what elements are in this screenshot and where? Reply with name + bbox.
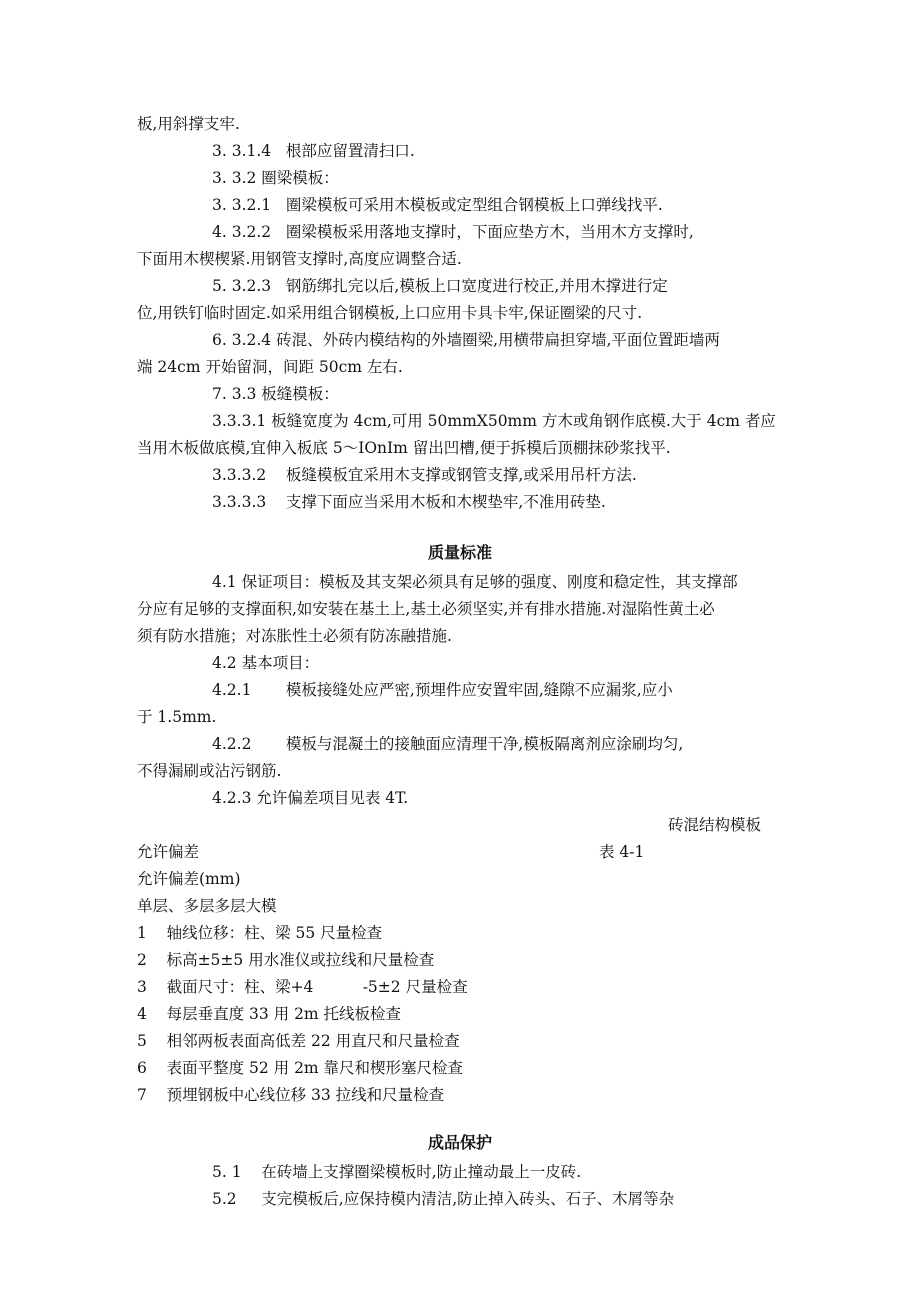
text-line: 当用木板做底模,宜伸入板底 5～IOnIm 留出凹槽,便于拆模后顶棚抹砂浆找平. bbox=[137, 439, 671, 457]
section-heading-quality: 质量标准 bbox=[427, 543, 492, 562]
text-line: 板,用斜撑支牢. bbox=[137, 115, 240, 133]
text-line: 6. 3.2.4 砖混、外砖内模结构的外墙圈梁,用横带扁担穿墙,平面位置距墙两 bbox=[212, 331, 720, 349]
text-line: 3. 3.2.1 圈梁模板可采用木模板或定型组合钢模板上口弹线找平. bbox=[212, 196, 663, 214]
text-line: 分应有足够的支撑面积,如安装在基土上,基土必须坚实,并有排水措施.对湿陷性黄土必 bbox=[137, 600, 715, 618]
table-caption-left: 允许偏差 bbox=[137, 843, 200, 861]
text-line: 不得漏刷或沾污钢筋. bbox=[137, 762, 282, 780]
text-line: 5. 1 在砖墙上支撑圈梁模板时,防止撞动最上一皮砖. bbox=[212, 1163, 582, 1181]
text-line: 3.3.3.3 支撑下面应当采用木板和木楔垫牢,不准用砖垫. bbox=[212, 493, 606, 511]
text-line: 7. 3.3 板缝模板： bbox=[212, 385, 339, 403]
table-caption-number: 表 4-1 bbox=[599, 843, 645, 861]
table-row: 7 预埋钢板中心线位移 33 拉线和尺量检查 bbox=[137, 1086, 445, 1104]
table-row: 5 相邻两板表面高低差 22 用直尺和尺量检查 bbox=[137, 1032, 460, 1050]
text-line: 须有防水措施；对冻胀性土必须有防冻融措施. bbox=[137, 627, 452, 645]
section-heading-protection: 成品保护 bbox=[427, 1133, 492, 1152]
text-line: 5. 3.2.3 钢筋绑扎完以后,模板上口宽度进行校正,并用木撑进行定 bbox=[212, 277, 668, 295]
text-line: 3.3.3.2 板缝模板宜采用木支撑或钢管支撑,或采用吊杆方法. bbox=[212, 466, 637, 484]
text-line: 下面用木楔楔紧.用钢管支撑时,高度应调整合适. bbox=[137, 250, 462, 268]
text-line: 4. 3.2.2 圈梁模板采用落地支撑时，下面应垫方木，当用木方支撑时, bbox=[212, 223, 694, 241]
text-line: 于 1.5mm. bbox=[137, 708, 217, 726]
text-line: 端 24cm 开始留洞，间距 50cm 左右. bbox=[137, 358, 403, 376]
table-row: 4 每层垂直度 33 用 2m 托线板检查 bbox=[137, 1005, 402, 1023]
text-line: 3. 3.1.4 根部应留置清扫口. bbox=[212, 142, 415, 160]
text-line: 3. 3.2 圈梁模板： bbox=[212, 169, 339, 187]
text-line: 3.3.3.1 板缝宽度为 4cm,可用 50mmX50mm 方木或角钢作底模.大于 4cm 者应 bbox=[212, 412, 776, 430]
table-row: 6 表面平整度 52 用 2m 靠尺和楔形塞尺检查 bbox=[137, 1059, 464, 1077]
table-header: 允许偏差(mm) bbox=[137, 870, 241, 888]
table-header: 单层、多层多层大模 bbox=[137, 897, 277, 915]
text-line: 4.2.1 模板接缝处应严密,预埋件应安置牢固,缝隙不应漏浆,应小 bbox=[212, 681, 673, 699]
text-line: 4.2.3 允许偏差项目见表 4T. bbox=[212, 789, 409, 807]
text-line: 4.2 基本项目： bbox=[212, 654, 320, 672]
table-row: 2 标高±5±5 用水准仪或拉线和尺量检查 bbox=[137, 951, 435, 969]
table-title: 砖混结构模板 bbox=[668, 816, 762, 834]
table-row: 3 截面尺寸：柱、梁+4 -5±2 尺量检查 bbox=[137, 978, 468, 996]
text-line: 位,用铁钉临时固定.如采用组合钢模板,上口应用卡具卡牢,保证圈梁的尺寸. bbox=[137, 304, 643, 322]
text-line: 4.1 保证项目：模板及其支架必须具有足够的强度、刚度和稳定性，其支撑部 bbox=[212, 573, 738, 591]
text-line: 5.2 支完模板后,应保持模内清洁,防止掉入砖头、石子、木屑等杂 bbox=[212, 1190, 675, 1208]
text-line: 4.2.2 模板与混凝土的接触面应清理干净,模板隔离剂应涂刷均匀, bbox=[212, 735, 684, 753]
table-row: 1 轴线位移：柱、梁 55 尺量检查 bbox=[137, 924, 383, 942]
